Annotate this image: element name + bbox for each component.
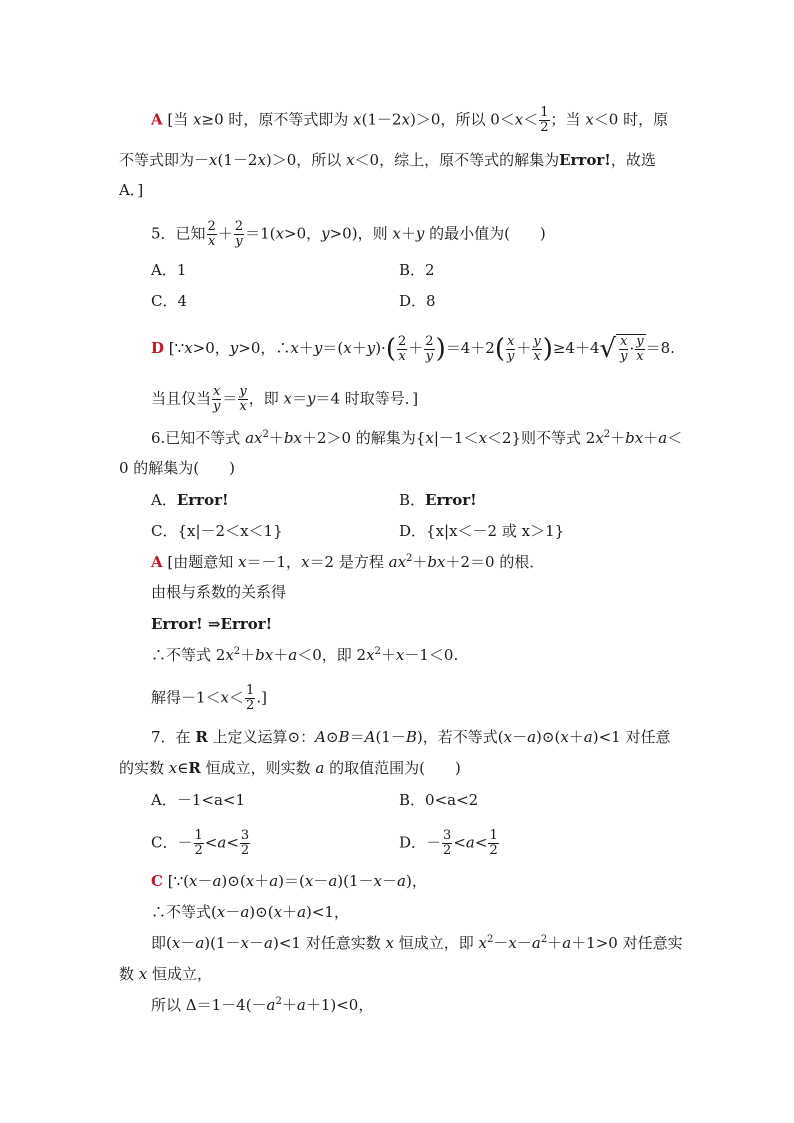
fraction: $\frac{x}{y}$	[506, 333, 515, 364]
q7-solution-line-4: 数 x 恒成立，	[119, 965, 213, 983]
q7-option-d: D．－ $\frac{3}{2}$ <a< $\frac{1}{2}$	[399, 828, 498, 858]
fraction: $\frac{1}{2}$	[246, 683, 255, 713]
q6-option-a: A．Error!	[151, 491, 229, 509]
sqrt-icon: √	[599, 334, 617, 364]
q6-solution-line-5: 解得－1＜x＜ $\frac{1}{2}$ .]	[151, 683, 267, 713]
fraction: $\frac{y}{x}$	[239, 384, 247, 414]
q7-solution-line-2: ∴不等式(x－a)⊙(x＋a)<1，	[151, 903, 349, 921]
q7-option-a: A．－1<a<1	[151, 791, 245, 809]
q5-stem: 5．已知 $\frac{2}{x}$ ＋ $\frac{2}{y}$ ＝1(x>0，y>0)，则 x＋y 的最小值为( )	[151, 219, 546, 249]
answer-letter: D	[151, 339, 165, 357]
q5-solution-line-1: D [∵x>0，y>0，∴x＋y＝(x＋y)·( $\frac{2}{x}$ ＋ $\frac{2}{y}$ )＝4＋2( $\frac{x}{y}$ ＋ $\frac{y}{x}$ )≥4＋4√ $\frac{x}{y}$ · $\frac{y}{x}$ ＝8.	[151, 333, 675, 364]
p4-solution-line-3: A．]	[119, 181, 144, 199]
error-placeholder: Error!	[559, 151, 611, 169]
fraction: $\frac{2}{y}$	[425, 333, 434, 364]
fraction: $\frac{3}{2}$	[443, 828, 452, 858]
q6-solution-line-4: ∴不等式 $2x^2+bx+a<0$，即 $2x^2+x-1<0$.	[151, 646, 459, 664]
fraction: $\frac{1}{2}$	[194, 828, 203, 858]
fraction: $\frac{3}{2}$	[240, 828, 250, 858]
fraction: $\frac{y}{x}$	[533, 333, 541, 364]
fraction: $\frac{1}{2}$	[489, 828, 498, 858]
q6-solution-line-1: A [由题意知 x＝－1，x＝2 是方程 $ax^2+bx+2=0$ 的根．	[151, 553, 545, 571]
q7-option-c: C．－ $\frac{1}{2}$ <a< $\frac{3}{2}$	[151, 828, 250, 858]
fraction: $\frac{2}{x}$	[397, 333, 407, 364]
q5-option-a: A．1	[151, 261, 187, 279]
q6-option-c: C．{x|－2＜x＜1}	[151, 522, 283, 540]
answer-letter: A	[151, 110, 163, 129]
q6-stem-line-1: 6.已知不等式 $ax^2+bx+2>0$ 的解集为{x|－1＜x＜2}则不等式 $2x^2+bx+a<$	[151, 429, 683, 447]
q6-option-b: B．Error!	[399, 491, 477, 509]
q5-option-c: C．4	[151, 292, 188, 310]
q6-solution-line-3: Error! ⇒Error!	[151, 615, 273, 633]
q5-solution-line-2: 当且仅当 $\frac{x}{y}$ ＝ $\frac{y}{x}$ ，即 x＝y＝4 时取等号．]	[151, 384, 419, 414]
q5-option-d: D．8	[399, 292, 436, 310]
q6-solution-line-2: 由根与系数的关系得	[151, 583, 287, 601]
q7-option-b: B．0<a<2	[399, 791, 479, 809]
answer-letter: C	[151, 872, 163, 890]
q7-solution-line-1: C [∵(x－a)⊙(x＋a)＝(x－a)(1－x－a)，	[151, 872, 427, 890]
q5-option-b: B．2	[399, 261, 435, 279]
fraction: $\frac{1}{2}$	[540, 105, 549, 135]
fraction: $\frac{2}{x}$	[207, 219, 216, 249]
q7-stem-line-1: 7．在 R 上定义运算⊙：A⊙B＝A(1－B)，若不等式(x－a)⊙(x＋a)<1 对任意	[151, 728, 671, 746]
q6-stem-line-2: 0 的解集为( )	[119, 459, 236, 477]
fraction: $\frac{2}{y}$	[234, 219, 244, 249]
fraction: $\frac{x}{y}$	[213, 384, 221, 414]
p4-solution-line-2: 不等式即为－x(1－2x)＞0，所以 x＜0，综上，原不等式的解集为Error!，故选	[119, 151, 656, 169]
answer-letter: A	[151, 553, 163, 571]
q7-solution-line-3: 即(x－a)(1－x－a)<1 对任意实数 x 恒成立，即 $x^2-x-a^2+a+1>0$ 对任意实	[151, 934, 683, 952]
p4-solution-line-1: A [当 x≥0 时，原不等式即为 x(1－2x)＞0，所以 0＜x＜ $\frac{1}{2}$ ；当 x＜0 时，原	[151, 105, 669, 135]
q7-stem-line-2: 的实数 x∈R 恒成立，则实数 a 的取值范围为( )	[119, 759, 461, 777]
q7-solution-line-5: 所以 $\Delta=1-4(-a^2+a+1)<0$，	[151, 996, 374, 1014]
q6-option-d: D．{x|x＜－2 或 x＞1}	[399, 522, 565, 540]
